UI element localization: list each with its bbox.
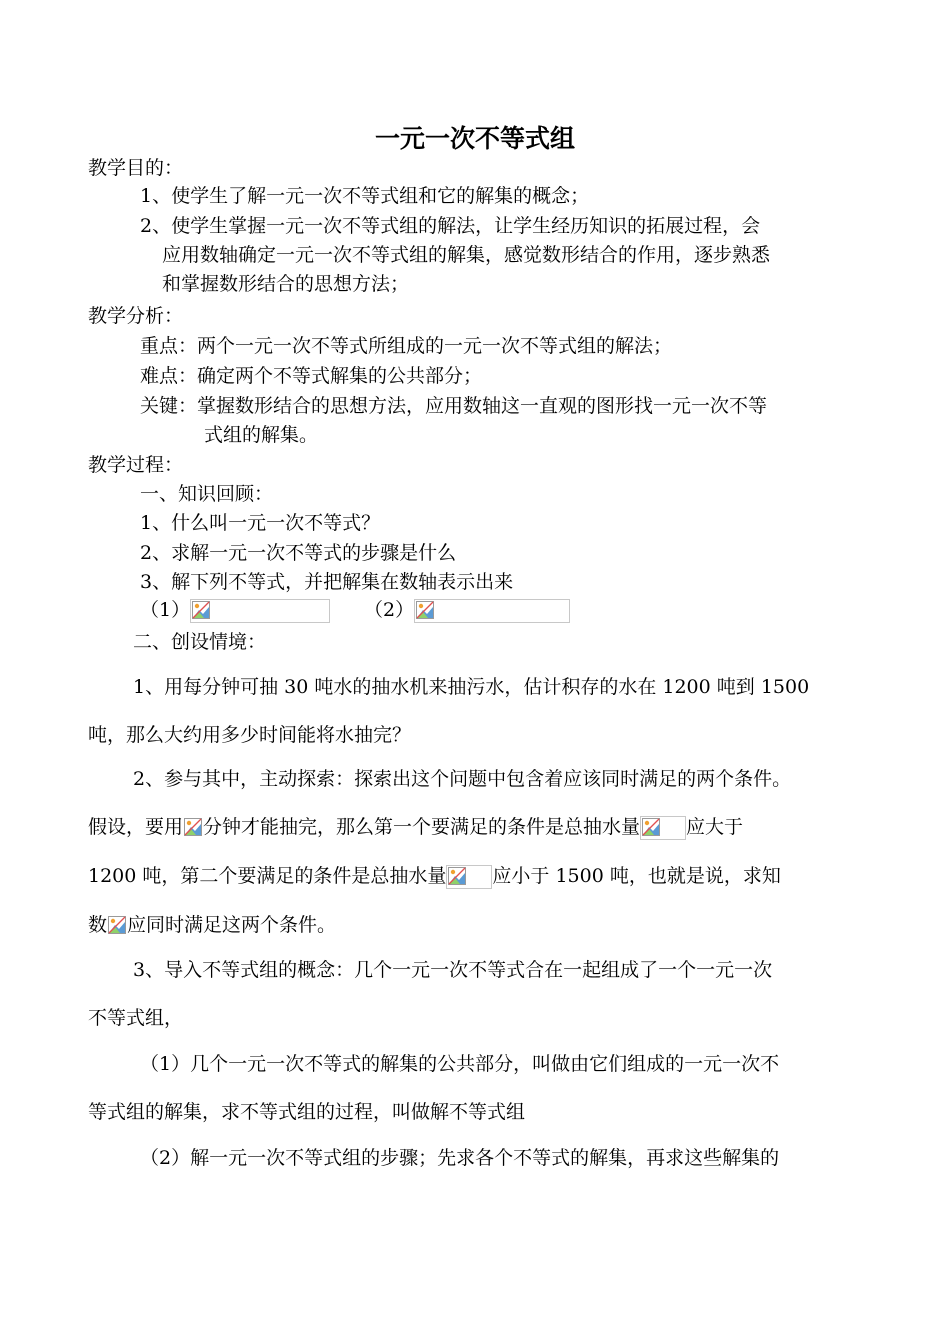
text-fragment: 应小于 1500 吨，也就是说，求知 xyxy=(492,865,781,887)
broken-image-icon xyxy=(446,865,492,889)
exercise-1-label: （1） xyxy=(140,599,191,621)
document-title: 一元一次不等式组 xyxy=(374,124,575,153)
exercise-2-label: （2） xyxy=(364,599,415,621)
key-point-line-2: 式组的解集。 xyxy=(204,424,319,446)
paragraph-1-line-1: 1、用每分钟可抽 30 吨水的抽水机来抽污水，估计积存的水在 1200 吨到 1500 xyxy=(133,676,810,698)
paragraph-2-line-1: 2、参与其中，主动探索：探索出这个问题中包含着应该同时满足的两个条件。 xyxy=(133,768,792,790)
text-fragment: 应同时满足这两个条件。 xyxy=(127,914,337,936)
review-question-3: 3、解下列不等式，并把解集在数轴表示出来 xyxy=(140,571,514,593)
paragraph-3-line-1: 3、导入不等式组的概念：几个一元一次不等式合在一起组成了一个一元一次 xyxy=(133,959,773,981)
goal-2-line-2: 应用数轴确定一元一次不等式组的解集，感觉数形结合的作用，逐步熟悉 xyxy=(162,244,771,266)
key-point-line-1: 关键：掌握数形结合的思想方法，应用数轴这一直观的图形找一元一次不等 xyxy=(140,395,768,417)
text-fragment: 假设，要用 xyxy=(88,816,184,838)
paragraph-2-line-2 xyxy=(88,815,743,840)
paragraph-4-line-1: （1）几个一元一次不等式的解集的公共部分，叫做由它们组成的一元一次不 xyxy=(140,1053,780,1075)
paragraph-2-line-3 xyxy=(88,864,781,889)
focus-point: 重点：两个一元一次不等式所组成的一元一次不等式组的解法； xyxy=(140,335,673,357)
paragraph-2-line-4 xyxy=(88,913,336,937)
process-heading: 教学过程： xyxy=(88,454,184,476)
text-fragment: 数 xyxy=(88,914,108,936)
review-question-2: 2、求解一元一次不等式的步骤是什么 xyxy=(140,542,457,564)
goal-2-line-3: 和掌握数形结合的思想方法； xyxy=(162,273,410,295)
exercise-1 xyxy=(140,598,330,623)
broken-image-icon xyxy=(190,599,330,623)
broken-image-icon xyxy=(414,599,570,623)
paragraph-5-line-1: （2）解一元一次不等式组的步骤；先求各个不等式的解集，再求这些解集的 xyxy=(140,1147,780,1169)
text-fragment: 应大于 xyxy=(686,816,744,838)
scenario-heading: 二、创设情境： xyxy=(133,631,267,653)
review-question-1: 1、什么叫一元一次不等式？ xyxy=(140,512,381,534)
broken-image-icon xyxy=(107,915,127,937)
difficulty-point: 难点：确定两个不等式解集的公共部分； xyxy=(140,365,483,387)
broken-image-icon xyxy=(640,816,686,840)
paragraph-4-line-2: 等式组的解集，求不等式组的过程，叫做解不等式组 xyxy=(88,1101,526,1123)
goal-2-line-1: 2、使学生掌握一元一次不等式组的解法，让学生经历知识的拓展过程，会 xyxy=(140,215,761,237)
broken-image-icon xyxy=(183,817,203,839)
goal-1: 1、使学生了解一元一次不等式组和它的解集的概念； xyxy=(140,185,590,207)
text-fragment: 分钟才能抽完，那么第一个要满足的条件是总抽水量 xyxy=(203,816,641,838)
text-fragment: 1200 吨，第二个要满足的条件是总抽水量 xyxy=(88,865,447,887)
review-heading: 一、知识回顾： xyxy=(140,483,274,505)
paragraph-1-line-2: 吨，那么大约用多少时间能将水抽完？ xyxy=(88,724,412,746)
analysis-heading: 教学分析： xyxy=(88,305,184,327)
paragraph-3-line-2: 不等式组， xyxy=(88,1007,184,1029)
goals-heading: 教学目的： xyxy=(88,157,184,179)
exercise-2 xyxy=(364,598,570,623)
